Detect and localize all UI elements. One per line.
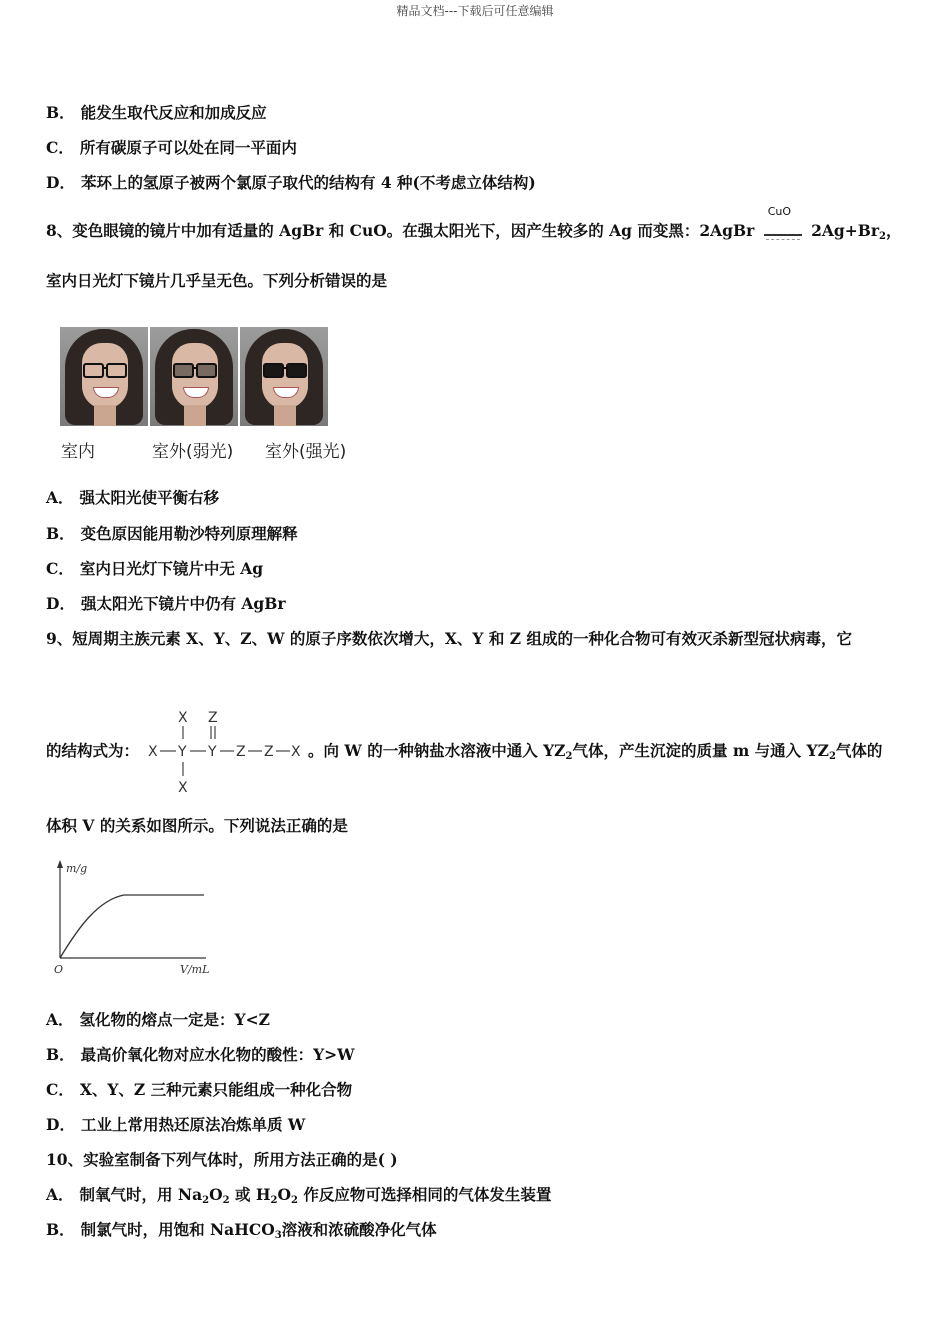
svg-text:X: X (291, 744, 301, 760)
q7-option-b: B． 能发生取代反应和加成反应 (46, 103, 267, 122)
q8-stem-part1: 8、变色眼镜的镜片中加有适量的 AgBr 和 CuO。在强太阳光下，因产生较多的 Ag 而变黑：2AgBr (46, 221, 755, 240)
q10-option-b: B． 制氯气时，用饱和 NaHCO$_3$溶液和浓硫酸净化气体 (46, 1220, 437, 1241)
q9-option-b: B． 最高价氧化物对应水化物的酸性：Y>W (46, 1045, 355, 1064)
q9-stem-line3: 体积 V 的关系如图所示。下列说法正确的是 (46, 816, 348, 835)
page-header: 精品文档---下载后可任意编辑 (396, 4, 554, 18)
caption-outdoor-weak: 室外(弱光) (152, 442, 234, 462)
svg-text:Y: Y (208, 744, 217, 760)
q10-stem: 10、实验室制备下列气体时，所用方法正确的是( ) (46, 1150, 398, 1169)
svg-text:Y: Y (178, 744, 187, 760)
graph-ylabel: m/g (66, 862, 88, 875)
reversible-arrow (764, 205, 802, 242)
caption-outdoor-strong: 室外(强光) (265, 442, 347, 462)
q10-option-a: A． 制氧气时，用 $Na_2O_2$ 或 $H_2O_2$ 作反应物可选择相同的气体发生装置 (46, 1185, 552, 1206)
q9-option-d: D． 工业上常用热还原法冶炼单质 W (46, 1115, 306, 1134)
svg-text:X: X (178, 710, 188, 726)
q8-stem-line2: 室内日光灯下镜片几乎呈无色。下列分析错误的是 (46, 271, 388, 290)
graph-xlabel: V/mL (180, 963, 210, 976)
q7-option-d: D． 苯环上的氢原子被两个氯原子取代的结构有 4 种(不考虑立体结构) (46, 173, 536, 192)
svg-text:X: X (178, 780, 188, 796)
q8-stem-part2: 2Ag+Br (811, 221, 880, 240)
photo-outdoor-strong (240, 327, 328, 426)
q8-stem: 8、变色眼镜的镜片中加有适量的 AgBr 和 CuO。在强太阳光下，因产生较多的 Ag 而变黑：2AgBr CuO $2Ag+Br_2$， (46, 221, 902, 247)
structural-formula (148, 706, 308, 796)
q9-option-a: A． 氢化物的熔点一定是：Y<Z (46, 1010, 270, 1029)
q8-option-a: A． 强太阳光使平衡右移 (46, 488, 220, 507)
q9-stem-line2-a: 的结构式为： (46, 741, 140, 760)
q9-option-c: C． X、Y、Z 三种元素只能组成一种化合物 (46, 1080, 353, 1099)
q9-stem-line1: 9、短周期主族元素 X、Y、Z、W 的原子序数依次增大，X、Y 和 Z 组成的一种化合物可有效灭杀新型冠状病毒，它 (46, 629, 852, 648)
svg-text:Z: Z (236, 744, 246, 760)
mass-volume-graph (48, 858, 218, 980)
q8-option-c: C． 室内日光灯下镜片中无 Ag (46, 559, 264, 578)
q9-stem-line2-b: 。向 W 的一种钠盐水溶液中通入 $YZ_2$气体，产生沉淀的质量 m 与通入 $YZ_2$气体的 (308, 741, 883, 762)
glasses-photos (60, 327, 330, 427)
q8-option-b: B． 变色原因能用勒沙特列原理解释 (46, 524, 298, 543)
svg-text:Z: Z (208, 710, 218, 726)
svg-text:Z: Z (264, 744, 274, 760)
photo-outdoor-weak (150, 327, 238, 426)
reaction-condition: CuO (767, 205, 792, 218)
q8-option-d: D． 强太阳光下镜片中仍有 AgBr (46, 594, 286, 613)
graph-origin: O (54, 963, 64, 976)
q7-option-c: C． 所有碳原子可以处在同一平面内 (46, 138, 297, 157)
caption-indoor: 室内 (61, 442, 95, 462)
svg-text:X: X (148, 744, 158, 760)
photo-indoor (60, 327, 148, 426)
